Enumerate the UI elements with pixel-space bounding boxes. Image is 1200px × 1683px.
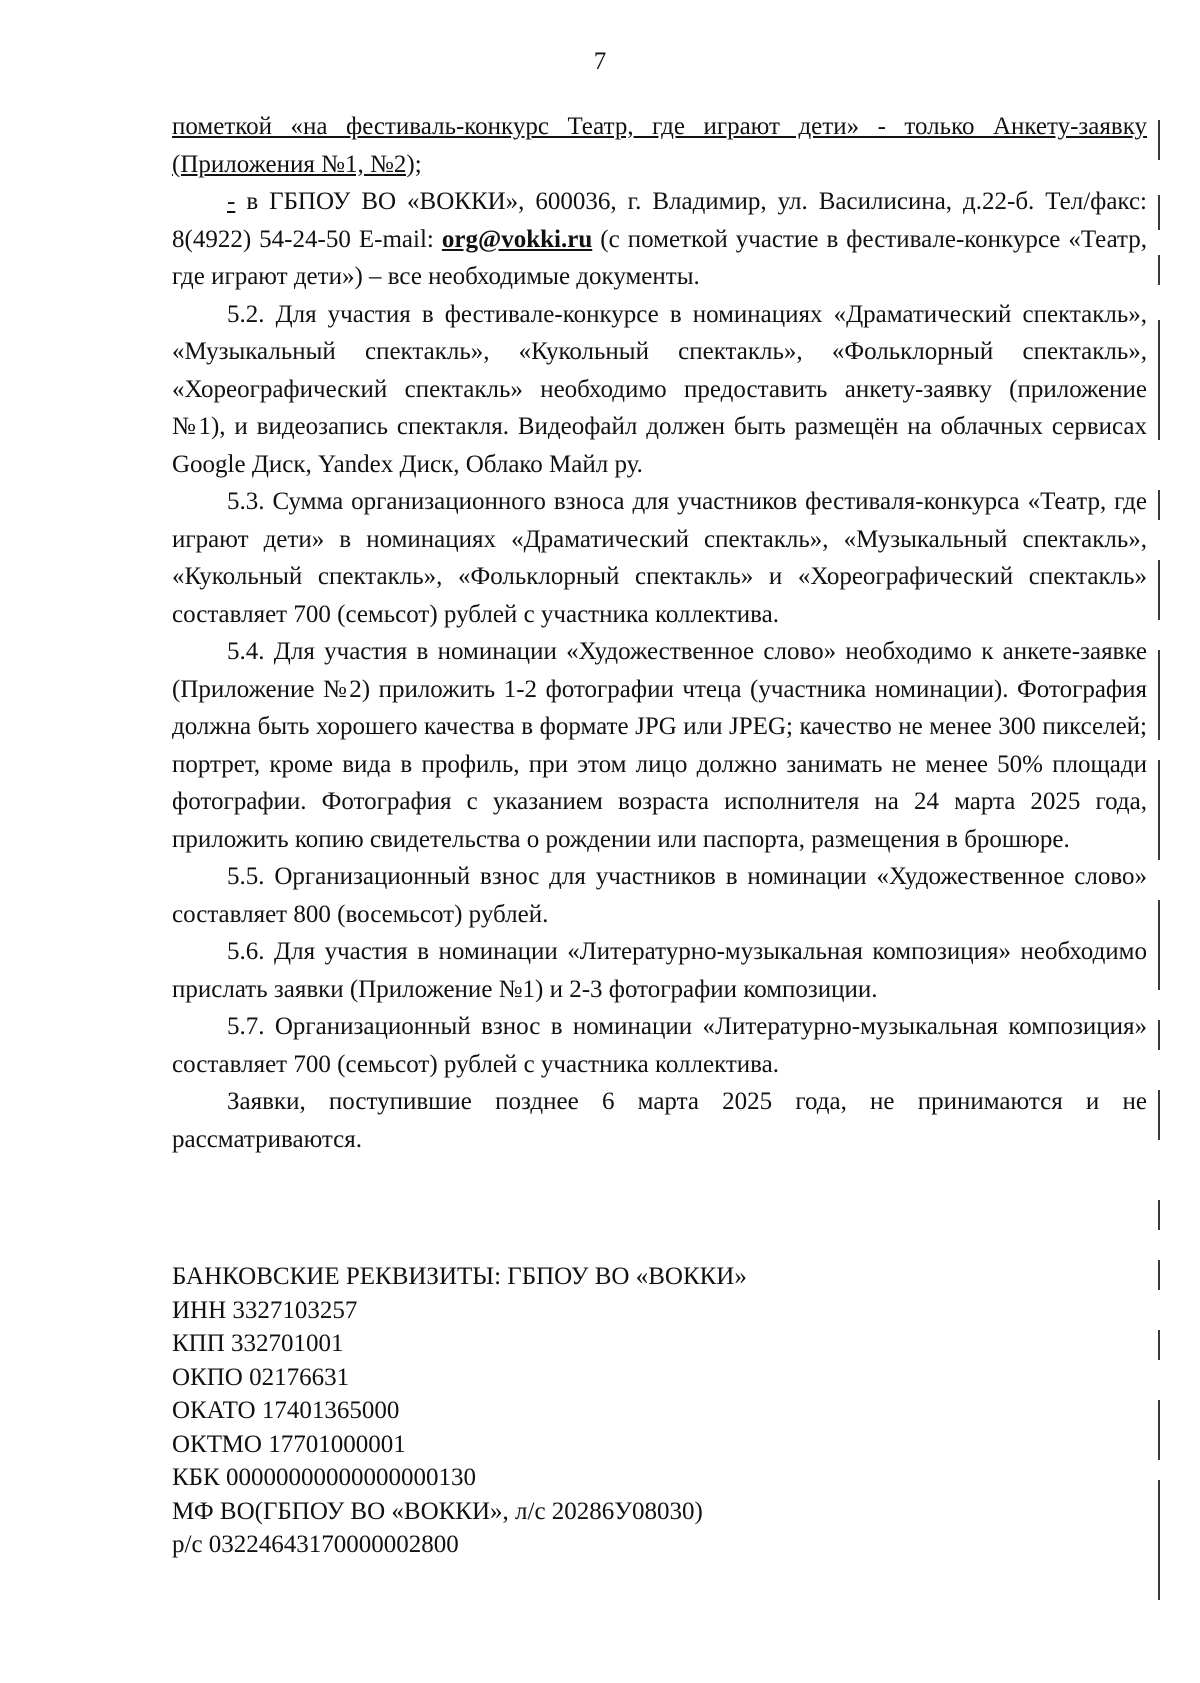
bank-okpo: ОКПО 02176631 bbox=[172, 1363, 350, 1391]
address-text: в ГБПОУ ВО «ВОККИ», 600036, г. Владимир, ул. Василисина, д.22-б. Тел/факс: 8(4922) 54-24-50 E-mail: bbox=[172, 188, 1147, 253]
page-number: 7 bbox=[593, 48, 607, 75]
bank-account: р/с 03224643170000002800 bbox=[172, 1531, 459, 1558]
paragraph-5-2: 5.2. Для участия в фестивале-конкурсе в номинациях «Драматический спектакль», «Музыкальный спектакль», «Кукольный спектакль», «Фольклорный спектакль», «Хореографический спектакль» необходимо предоставить анкету-заявку (приложение №1), и видеозапись спектакля. Видеофайл должен быть размещён на облачных сервисах Google Диск, Yandex Диск, Облако Майл ру. bbox=[172, 300, 1147, 478]
scan-edge-mark bbox=[1158, 120, 1160, 160]
paragraph-5-3: 5.3. Сумма организационного взноса для участников фестиваля-конкурса «Театр, где играют дети» в номинациях «Драматический спектакль», «Музыкальный спектакль», «Кукольный спектакль», «Фольклорный спектакль» и «Хореографический спектакль» составляет 700 (семьсот) рублей с участника коллектива. bbox=[172, 488, 1147, 628]
scan-edge-mark bbox=[1158, 320, 1160, 440]
scan-edge-mark bbox=[1158, 1480, 1160, 1600]
bank-kbk: КБК 00000000000000000130 bbox=[172, 1464, 476, 1491]
scan-edge-mark bbox=[1158, 650, 1160, 740]
paragraph-5-7: 5.7. Организационный взнос в номинации «Литературно-музыкальная композиция» составляет 700 (семьсот) рублей с участника коллектива. bbox=[172, 1013, 1147, 1078]
email-link[interactable]: org@vokki.ru bbox=[441, 225, 593, 253]
bank-okato: ОКАТО 17401365000 bbox=[172, 1397, 400, 1424]
bank-inn: ИНН 3327103257 bbox=[172, 1296, 358, 1324]
document-body bbox=[172, 108, 1147, 1158]
scan-edge-mark bbox=[1158, 195, 1160, 230]
paragraph-mail-note: пометкой «на фестиваль-конкурс Театр, где играют дети» - только Анкету-заявку (Приложения №1, №2); bbox=[172, 113, 1147, 178]
scan-edge-mark bbox=[1158, 900, 1160, 990]
paragraph-5-4: 5.4. Для участия в номинации «Художественное слово» необходимо к анкете-заявке (Приложение №2) приложить 1-2 фотографии чтеца (участника номинации). Фотография должна быть хорошего качества в формате JPG или JPEG; качество не менее 300 пикселей; портрет, кроме вида в профиль, при этом лицо должно занимать не менее 50% площади фотографии. Фотография с указанием возраста исполнителя на 24 марта 2025 года, приложить копию свидетельства о рождении или паспорта, размещения в брошюре. bbox=[172, 638, 1147, 853]
scan-edge-mark bbox=[1158, 490, 1160, 520]
bank-details bbox=[172, 1260, 1147, 1562]
paragraph-deadline: Заявки, поступившие позднее 6 марта 2025 года, не принимаются и не рассматриваются. bbox=[172, 1088, 1147, 1153]
scan-edge-mark bbox=[1158, 1090, 1160, 1140]
bank-mf: МФ ВО(ГБПОУ ВО «ВОККИ», л/с 20286У08030) bbox=[172, 1497, 703, 1525]
scan-edge-mark bbox=[1158, 1330, 1160, 1360]
list-dash: - bbox=[227, 188, 236, 215]
bank-kpp: КПП 332701001 bbox=[172, 1330, 344, 1357]
scan-edge-mark bbox=[1158, 1400, 1160, 1460]
scan-edge-mark bbox=[1158, 255, 1160, 285]
paragraph-5-6: 5.6. Для участия в номинации «Литературно-музыкальная композиция» необходимо прислать заявки (Приложение №1) и 2-3 фотографии композиции. bbox=[172, 938, 1147, 1003]
scan-edge-mark bbox=[1158, 1020, 1160, 1050]
scan-edge-mark bbox=[1158, 560, 1160, 620]
bank-oktmo: ОКТМО 17701000001 bbox=[172, 1430, 406, 1458]
paragraph-submission-address bbox=[172, 183, 1147, 296]
scan-edge-mark bbox=[1158, 1260, 1160, 1290]
scan-edge-mark bbox=[1158, 1200, 1160, 1230]
scan-edge-mark bbox=[1158, 760, 1160, 860]
paragraph-5-5: 5.5. Организационный взнос для участников в номинации «Художественное слово» составляет 800 (восемьсот) рублей. bbox=[172, 863, 1147, 928]
address-note: (с пометкой участие в фестивале-конкурсе «Театр, где играют дети») – все необходимые документы. bbox=[172, 225, 1148, 290]
bank-details-heading: БАНКОВСКИЕ РЕКВИЗИТЫ: ГБПОУ ВО «ВОККИ» bbox=[172, 1263, 747, 1290]
